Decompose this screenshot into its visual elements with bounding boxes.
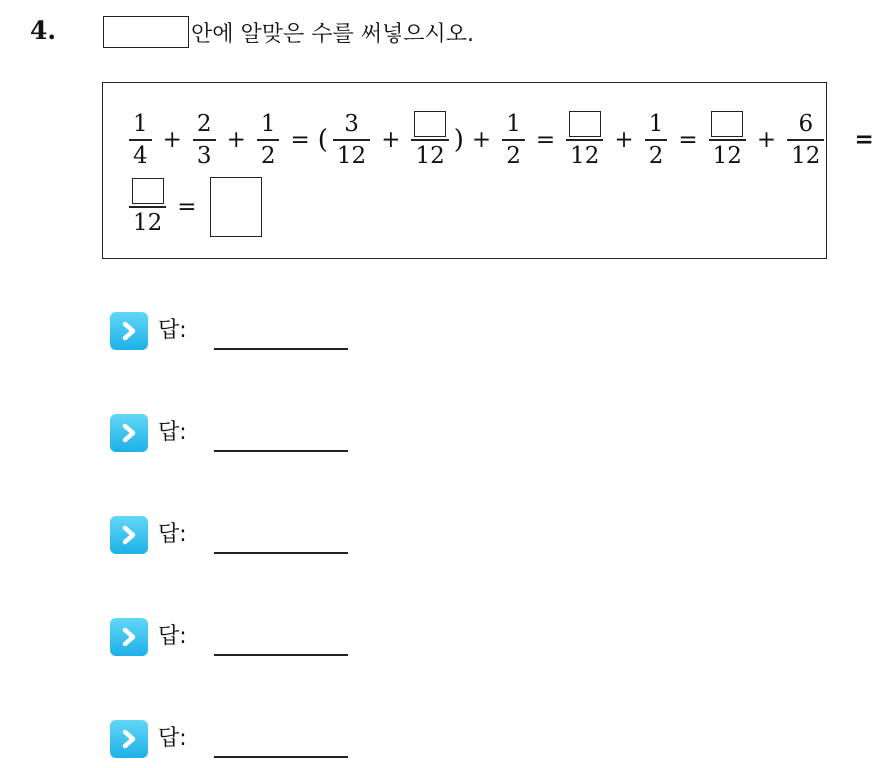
- fraction-1-2: [257, 111, 280, 169]
- denominator: 2: [506, 142, 521, 169]
- fraction-bar: [502, 139, 525, 141]
- fraction-bar: [333, 139, 370, 141]
- equals-sign: =: [535, 127, 556, 153]
- fraction-bar: [193, 139, 216, 141]
- answer-blank-line[interactable]: [214, 756, 348, 758]
- numerator-blank-box[interactable]: [414, 111, 446, 137]
- fraction-1-2-b: [502, 111, 525, 169]
- fraction-bar: [129, 206, 166, 208]
- numerator: 1: [648, 111, 664, 138]
- inline-blank-box: [103, 16, 189, 48]
- fraction-bar: [566, 139, 603, 141]
- answer-row: [110, 414, 410, 464]
- chevron-right-icon: [110, 516, 148, 554]
- denominator: 3: [196, 142, 212, 169]
- fraction-blank-12-b: [566, 111, 603, 169]
- answer-label: 답:: [158, 522, 187, 547]
- answer-row: [110, 720, 410, 768]
- fraction-bar: [257, 139, 280, 141]
- plus-sign: +: [614, 127, 634, 153]
- denominator: 2: [260, 142, 276, 169]
- fraction-bar: [787, 139, 824, 141]
- numerator-blank-box[interactable]: [132, 178, 164, 204]
- fraction-bar: [645, 139, 668, 141]
- numerator-blank-box[interactable]: [569, 111, 601, 137]
- numerator: 1: [133, 111, 148, 138]
- plus-sign: +: [471, 127, 492, 153]
- question-instruction: 안에 알맞은 수를 써넣으시오.: [191, 21, 474, 47]
- denominator: 12: [712, 142, 742, 169]
- denominator: 12: [570, 142, 600, 169]
- equals-sign: =: [177, 194, 197, 220]
- answer-blank-line[interactable]: [214, 348, 348, 350]
- answer-label: 답:: [158, 624, 187, 649]
- denominator: 4: [133, 142, 148, 169]
- denominator: 12: [415, 142, 445, 169]
- fraction-1-4: [129, 111, 152, 169]
- formula-box: [102, 82, 874, 259]
- denominator: 12: [133, 209, 163, 236]
- fraction-3-12: [333, 111, 370, 169]
- answer-row: [110, 312, 410, 362]
- fraction-2-3: [193, 111, 216, 169]
- numerator: 3: [344, 111, 359, 138]
- final-answer-blank-box[interactable]: [210, 177, 262, 237]
- fraction-1-2-c: [645, 111, 668, 169]
- equals-sign: =: [678, 127, 698, 153]
- right-paren: ): [453, 125, 464, 155]
- fraction-blank-12-a: [411, 111, 448, 169]
- fraction-bar: [411, 139, 448, 141]
- fraction-blank-12-d: [129, 178, 166, 236]
- fraction-bar: [129, 139, 152, 141]
- left-paren: (: [317, 125, 328, 155]
- denominator: 2: [648, 142, 664, 169]
- equals-sign: =: [854, 127, 874, 153]
- chevron-right-icon: [110, 312, 148, 350]
- numerator: 1: [506, 111, 521, 138]
- equals-sign: =: [290, 127, 310, 153]
- fraction-6-12: [787, 111, 824, 169]
- plus-sign: +: [756, 127, 777, 153]
- answer-label: 답:: [158, 420, 187, 445]
- answer-label: 답:: [158, 318, 187, 343]
- fraction-bar: [709, 139, 746, 141]
- answer-label: 답:: [158, 726, 187, 751]
- denominator: 12: [791, 142, 821, 169]
- chevron-right-icon: [110, 720, 148, 758]
- numerator-blank-box[interactable]: [711, 111, 743, 137]
- answer-row: [110, 516, 410, 566]
- chevron-right-icon: [110, 414, 148, 452]
- answer-blank-line[interactable]: [214, 654, 348, 656]
- fraction-blank-12-c: [709, 111, 746, 169]
- answer-row: [110, 618, 410, 668]
- numerator: 6: [798, 111, 814, 138]
- plus-sign: +: [381, 127, 401, 153]
- plus-sign: +: [162, 127, 182, 153]
- question-number: 4.: [30, 16, 57, 45]
- answer-blank-line[interactable]: [214, 552, 348, 554]
- denominator: 12: [336, 142, 367, 169]
- chevron-right-icon: [110, 618, 148, 656]
- numerator: 1: [260, 111, 276, 138]
- formula-row-2: [125, 175, 262, 239]
- plus-sign: +: [226, 127, 246, 153]
- numerator: 2: [196, 111, 212, 138]
- question-instruction-line: [103, 16, 474, 48]
- answer-blank-line[interactable]: [214, 450, 348, 452]
- formula-row-1: [125, 105, 881, 175]
